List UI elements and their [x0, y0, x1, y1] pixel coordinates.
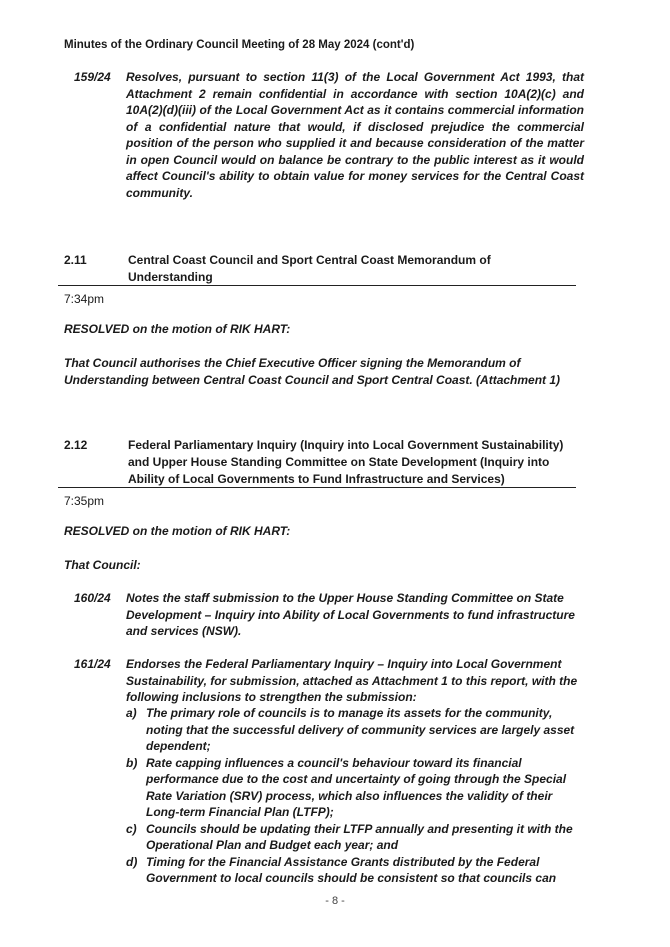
list-item: [126, 705, 582, 755]
that-council-line: That Council:: [64, 558, 141, 572]
page-header: Minutes of the Ordinary Council Meeting of 28 May 2024 (cont'd): [64, 39, 415, 51]
list-item-label: c): [126, 821, 137, 836]
list-item: [126, 821, 582, 854]
section-heading-2-12: [64, 437, 576, 488]
page-number: - 8 -: [325, 895, 345, 907]
section-rule: [58, 487, 576, 488]
section-title: Federal Parliamentary Inquiry (Inquiry into Local Government Sustainability) and Upper House Standing Committee on State Development (Inquiry into Ability of Local Governments to Fund Infrastructure and Services): [128, 438, 564, 486]
resolution-number: 159/24: [74, 70, 111, 84]
section-number: 2.11: [64, 253, 87, 267]
resolution-text: Resolves, pursuant to section 11(3) of the Local Government Act 1993, that Attachment 2 remain confidential in accordance with section 10A(2)(c) and 10A(2)(d)(iii) of the Local Government Act as it contains commercial information of a confidential nature that would, if disclosed prejudice the commercial position of the person who supplied it and because consideration of the matter in open Council would on balance be contrary to the public interest as it would affect Council's ability to obtain value for money services for the Central Coast community.: [126, 70, 584, 200]
list-item: [126, 755, 582, 821]
resolution-160: [64, 590, 584, 640]
motion-text: That Council authorises the Chief Executive Officer signing the Memorandum of Understanding between Central Coast Council and Sport Central Coast. (Attachment 1): [64, 356, 561, 387]
resolution-number: 161/24: [74, 657, 111, 671]
resolution-text: Endorses the Federal Parliamentary Inquiry – Inquiry into Local Government Sustainability, for submission, attached as Attachment 1 to this report, with the following inclusions to strengthen the submission:: [126, 657, 578, 704]
resolution-text: Notes the staff submission to the Upper House Standing Committee on State Development – Inquiry into Ability of Local Governments to fund infrastructure and services (NSW).: [126, 591, 575, 638]
list-item: [126, 854, 582, 887]
resolution-number: 160/24: [74, 591, 111, 605]
list-item-label: b): [126, 755, 138, 770]
section-number: 2.12: [64, 438, 88, 452]
list-item-text: Rate capping influences a council's behaviour toward its financial performance due to the cost and uncertainty of going through the Special Rate Variation (SRV) process, which also influences the validity of their Long-term Financial Plan (LTFP);: [146, 755, 567, 819]
list-item-text: Timing for the Financial Assistance Grants distributed by the Federal Government to local councils should be consistent so that councils can: [146, 854, 557, 885]
resolved-line: RESOLVED on the motion of RIK HART:: [64, 524, 291, 538]
section-heading-2-11: [64, 252, 576, 286]
section-rule: [58, 285, 576, 286]
list-item-label: a): [126, 706, 137, 720]
resolution-161: [64, 656, 584, 706]
list-item-text: The primary role of councils is to manage its assets for the community, noting that the successful delivery of community services are largely asset dependent;: [146, 706, 575, 753]
list-item-label: d): [126, 854, 138, 869]
section-time: 7:35pm: [64, 494, 105, 508]
inclusions-list: [126, 705, 582, 887]
section-title: Central Coast Council and Sport Central Coast Memorandum of Understanding: [128, 253, 491, 284]
resolution-159: [64, 69, 584, 201]
resolved-line: RESOLVED on the motion of RIK HART:: [64, 322, 291, 336]
section-time: 7:34pm: [64, 292, 105, 306]
list-item-text: Councils should be updating their LTFP annually and presenting it with the Operational Plan and Budget each year; and: [146, 821, 573, 852]
